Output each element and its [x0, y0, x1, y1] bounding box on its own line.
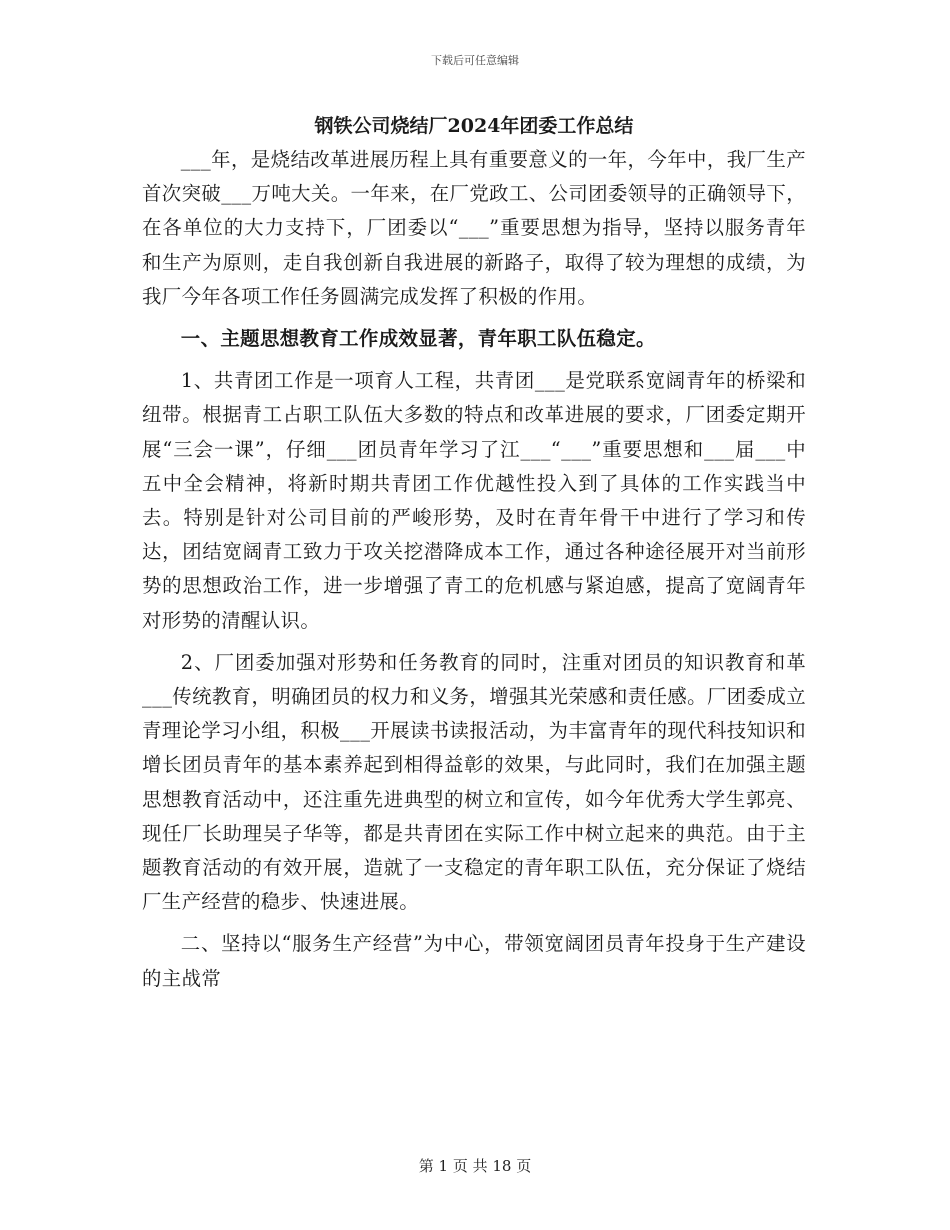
page-number: 第 1 页 共 18 页	[418, 1157, 532, 1175]
intro-paragraph: ___年，是烧结改革进展历程上具有重要意义的一年，今年中，我厂生产首次突破___万吨大关。一年来，在厂党政工、公司团委领导的正确领导下，在各单位的大力支持下，厂团委以“___”重要思想为指导，坚持以服务青年和生产为原则，走自我创新自我进展的新路子，取得了较为理想的成绩，为我厂今年各项工作任务圆满完成发挥了积极的作用。	[142, 148, 806, 308]
paragraph-item-2: 2、厂团委加强对形势和任务教育的同时，注重对团员的知识教育和革___传统教育，明确团员的权力和义务，增强其光荣感和责任感。厂团委成立青理论学习小组，积极___开展读书读报活动，为丰富青年的现代科技知识和增长团员青年的基本素养起到相得益彰的效果，与此同时，我们在加强主题思想教育活动中，还注重先进典型的树立和宣传，如今年优秀大学生郭亮、现任厂长助理吴子华等，都是共青团在实际工作中树立起来的典范。由于主题教育活动的有效开展，造就了一支稳定的青年职工队伍，充分保证了烧结厂生产经营的稳步、快速进展。	[142, 650, 806, 914]
section-heading-2: 二、坚持以“服务生产经营”为中心，带领宽阔团员青年投身于生产建设的主战常	[142, 932, 806, 990]
section-heading-1: 一、主题思想教育工作成效显著，青年职工队伍稳定。	[180, 327, 656, 351]
document-title: 钢铁公司烧结厂2024年团委工作总结	[314, 115, 634, 137]
paragraph-item-1: 1、共青团工作是一项育人工程，共青团___是党联系宽阔青年的桥梁和纽带。根据青工占职工队伍大多数的特点和改革进展的要求，厂团委定期开展“三会一课”，仔细___团员青年学习了江___“___”重要思想和___届___中五中全会精神，将新时期共青团工作优越性投入到了具体的工作实践当中去。特别是针对公司目前的严峻形势，及时在青年骨干中进行了学习和传达，团结宽阔青工致力于攻关挖潜降成本工作，通过各种途径展开对当前形势的思想政治工作，进一步增强了青工的危机感与紧迫感，提高了宽阔青年对形势的清醒认识。	[142, 369, 806, 632]
document-body	[142, 112, 806, 996]
header-note: 下载后可任意编辑	[431, 54, 519, 67]
